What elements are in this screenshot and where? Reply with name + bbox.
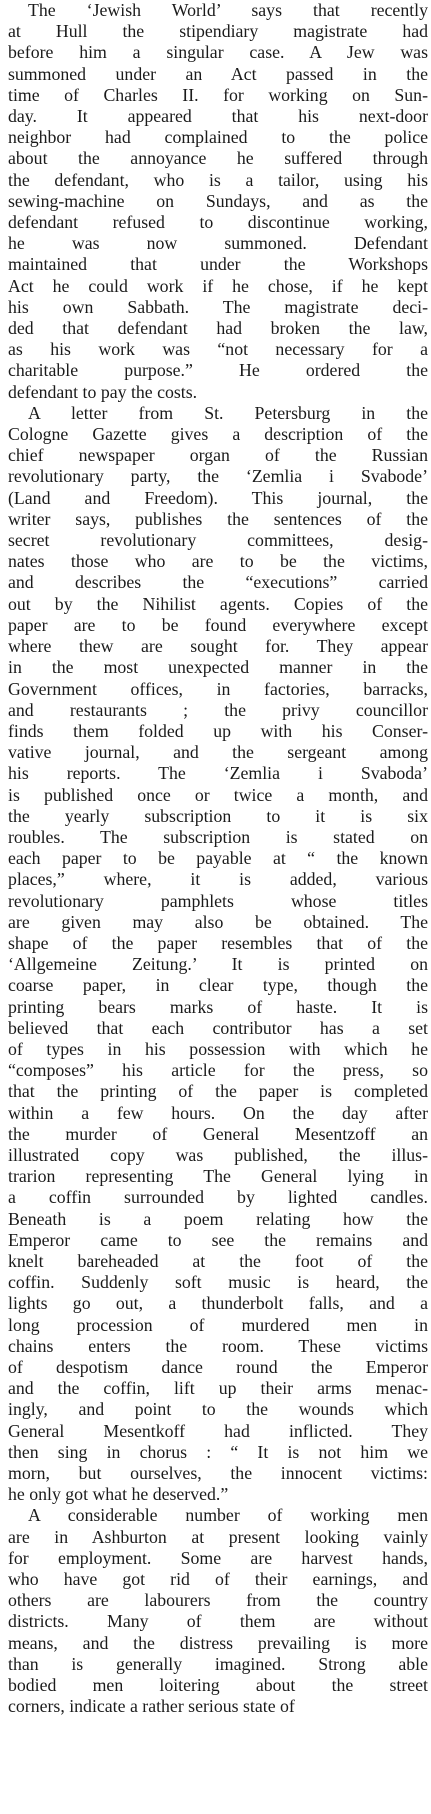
paragraph-2 (8, 403, 428, 1506)
text-line: coarse paper, in clear type, though the (8, 975, 428, 996)
text-line: are given may also be obtained. The (8, 911, 428, 932)
text-line: long procession of murdered men in (8, 1314, 428, 1335)
text-line: that the printing of the paper is completed (8, 1081, 428, 1102)
text-line: knelt bareheaded at the foot of the (8, 1250, 428, 1271)
text-line: before him a singular case. A Jew was (8, 42, 428, 63)
text-line: lights go out, a thunderbolt falls, and a (8, 1293, 428, 1314)
paragraph-3 (8, 1505, 428, 1717)
text-line: coffin. Suddenly soft music is heard, the (8, 1272, 428, 1293)
text-line: districts. Many of them are without (8, 1611, 428, 1632)
text-line: about the annoyance he suffered through (8, 148, 428, 169)
text-line: and the coffin, lift up their arms menac- (8, 1378, 428, 1399)
text-line: Beneath is a poem relating how the (8, 1208, 428, 1229)
text-line: summoned under an Act passed in the (8, 63, 428, 84)
text-line: in the most unexpected manner in the (8, 657, 428, 678)
text-line: and restaurants ; the privy councillor (8, 699, 428, 720)
text-line: A letter from St. Petersburg in the (28, 402, 428, 423)
text-line: each paper to be payable at “ the known (8, 848, 428, 869)
text-line: than is generally imagined. Strong able (8, 1653, 428, 1674)
text-line: secret revolutionary committees, desig- (8, 530, 428, 551)
text-line: is published once or twice a month, and (8, 784, 428, 805)
text-line: Act he could work if he chose, if he kept (8, 275, 428, 296)
text-line: The ‘Jewish World’ says that recently (28, 0, 428, 20)
text-line: “composes” his article for the press, so (8, 1060, 428, 1081)
paragraph-1 (8, 0, 428, 403)
text-line: the murder of General Mesentzoff an (8, 1123, 428, 1144)
text-line: day. It appeared that his next-door (8, 106, 428, 127)
text-line: a coffin surrounded by lighted candles. (8, 1187, 428, 1208)
text-line: bodied men loitering about the street (8, 1675, 428, 1696)
text-line: places,” where, it is added, various (8, 869, 428, 890)
text-line: Emperor came to see the remains and (8, 1229, 428, 1250)
newspaper-column (8, 0, 428, 1717)
text-line: sewing-machine on Sundays, and as the (8, 190, 428, 211)
text-line: defendant refused to discontinue working, (8, 212, 428, 233)
text-line: defendant to pay the costs. (8, 381, 198, 402)
text-line: ‘Allgemeine Zeitung.’ It is printed on (8, 954, 428, 975)
text-line: finds them folded up with his Conser- (8, 720, 428, 741)
text-line: chief newspaper organ of the Russian (8, 445, 428, 466)
text-line: of types in his possession with which he (8, 1038, 428, 1059)
text-line: roubles. The subscription is stated on (8, 826, 428, 847)
text-line: the yearly subscription to it is six (8, 805, 428, 826)
text-line: (Land and Freedom). This journal, the (8, 487, 428, 508)
article-body (8, 0, 428, 1717)
text-line: illustrated copy was published, the illus- (8, 1144, 428, 1165)
text-line: Cologne Gazette gives a description of the (8, 424, 428, 445)
text-line: nates those who are to be the victims, (8, 551, 428, 572)
text-line: ded that defendant had broken the law, (8, 318, 428, 339)
text-line: revolutionary pamphlets whose titles (8, 890, 428, 911)
text-line: shape of the paper resembles that of the (8, 932, 428, 953)
text-line: Government offices, in factories, barracks, (8, 678, 428, 699)
text-line: he was now summoned. Defendant (8, 233, 428, 254)
text-line: printing bears marks of haste. It is (8, 996, 428, 1017)
text-line: revolutionary party, the ‘Zemlia i Svabode’ (8, 466, 428, 487)
text-line: the defendant, who is a tailor, using his (8, 169, 428, 190)
text-line: his reports. The ‘Zemlia i Svaboda’ (8, 763, 428, 784)
text-line: General Mesentkoff had inflicted. They (8, 1420, 428, 1441)
text-line: for employment. Some are harvest hands, (8, 1547, 428, 1568)
text-line: at Hull the stipendiary magistrate had (8, 21, 428, 42)
text-line: vative journal, and the sergeant among (8, 742, 428, 763)
text-line: means, and the distress prevailing is more (8, 1632, 428, 1653)
text-line: then sing in chorus : “ It is not him we (8, 1441, 428, 1462)
text-line: others are labourers from the country (8, 1590, 428, 1611)
text-line: believed that each contributor has a set (8, 1017, 428, 1038)
text-line: writer says, publishes the sentences of the (8, 508, 428, 529)
text-line: A considerable number of working men (28, 1505, 428, 1526)
text-line: chains enters the room. These victims (8, 1335, 428, 1356)
text-line: trarion representing The General lying in (8, 1166, 428, 1187)
text-line: he only got what he deserved.” (8, 1484, 229, 1505)
text-line: ingly, and point to the wounds which (8, 1399, 428, 1420)
text-line: paper are to be found everywhere except (8, 614, 428, 635)
text-line: his own Sabbath. The magistrate deci- (8, 296, 428, 317)
text-line: within a few hours. On the day after (8, 1102, 428, 1123)
text-line: are in Ashburton at present looking vainly (8, 1526, 428, 1547)
text-line: morn, but ourselves, the innocent victims: (8, 1463, 428, 1484)
text-line: corners, indicate a rather serious state of (8, 1696, 295, 1717)
text-line: time of Charles II. for working on Sun- (8, 84, 428, 105)
text-line: who have got rid of their earnings, and (8, 1569, 428, 1590)
text-line: and describes the “executions” carried (8, 572, 428, 593)
text-line: of despotism dance round the Emperor (8, 1357, 428, 1377)
text-line: neighbor had complained to the police (8, 127, 428, 148)
text-line: where thew are sought for. They appear (8, 636, 428, 657)
text-line: charitable purpose.” He ordered the (8, 360, 428, 381)
text-line: maintained that under the Workshops (8, 254, 428, 275)
text-line: as his work was “not necessary for a (8, 339, 428, 360)
text-line: out by the Nihilist agents. Copies of the (8, 593, 428, 614)
